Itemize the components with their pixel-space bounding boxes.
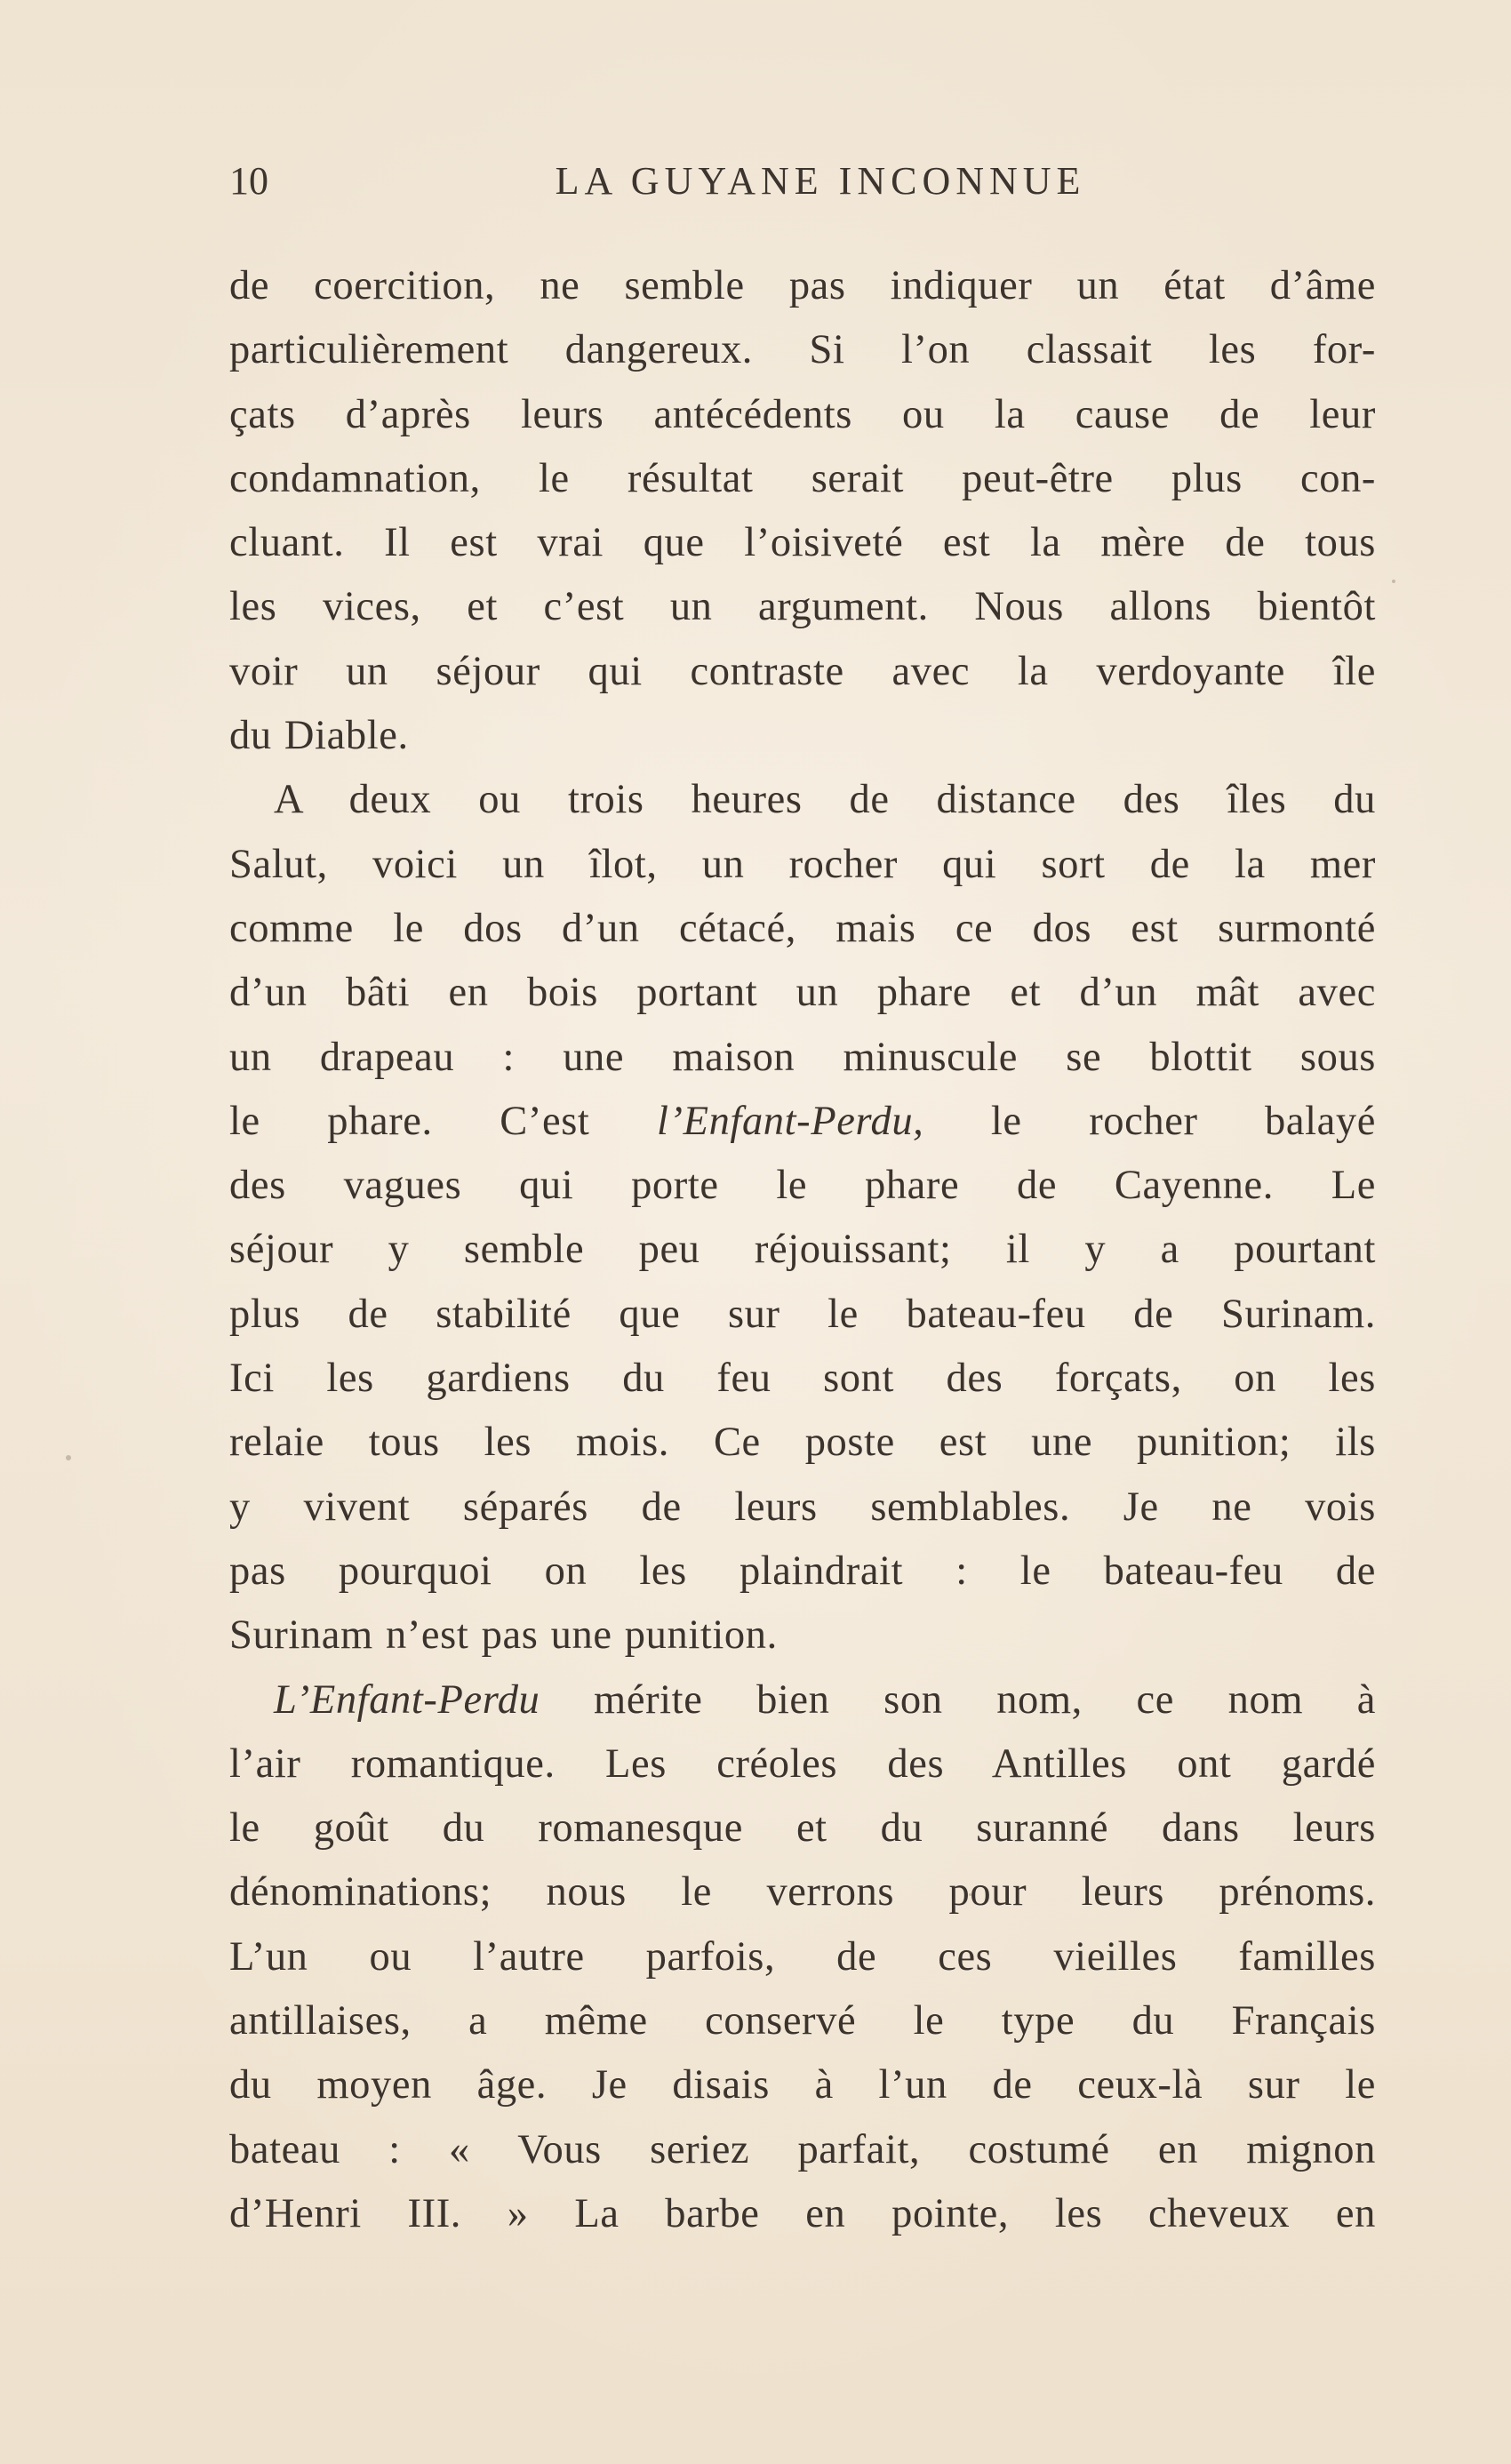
text-segment: un drapeau : une maison minuscule se blottit sous xyxy=(229,1034,1376,1080)
text-segment: Surinam n’est pas une punition. xyxy=(229,1612,778,1659)
body-text xyxy=(229,254,1376,2246)
text-line xyxy=(229,1154,1376,1218)
text-segment: mérite bien son nom, ce nom à xyxy=(540,1676,1376,1723)
text-segment: bateau : « Vous seriez parfait, costumé en mignon xyxy=(229,2126,1376,2172)
text-line xyxy=(229,640,1376,704)
text-segment: particulièrement dangereux. Si l’on classait les for- xyxy=(229,327,1376,373)
text-line xyxy=(229,961,1376,1025)
paper-speck xyxy=(66,1455,71,1460)
text-segment: L’un ou l’autre parfois, de ces vieilles familles xyxy=(229,1933,1376,1980)
text-segment: voir un séjour qui contraste avec la verdoyante île xyxy=(229,648,1376,694)
page-number: 10 xyxy=(229,159,268,203)
text-segment: le goût du romanesque et du suranné dans leurs xyxy=(229,1805,1376,1852)
text-segment: Salut, voici un îlot, un rocher qui sort de la mer xyxy=(229,841,1376,887)
text-line xyxy=(229,1218,1376,1282)
text-line xyxy=(229,511,1376,575)
text-line xyxy=(229,897,1376,961)
text-segment: de coercition, ne semble pas indiquer un état d’âme xyxy=(229,263,1376,308)
text-segment: d’un bâti en bois portant un phare et d’un mât avec xyxy=(229,970,1376,1016)
text-line xyxy=(229,1925,1376,1989)
text-segment: dénominations; nous le verrons pour leurs prénoms. xyxy=(229,1869,1376,1916)
text-line xyxy=(229,1732,1376,1796)
text-line xyxy=(229,1989,1376,2053)
text-segment: du Diable. xyxy=(229,713,409,759)
text-segment: le rocher balayé xyxy=(923,1098,1376,1144)
running-header xyxy=(229,158,1376,220)
text-line xyxy=(229,1026,1376,1090)
text-segment: d’Henri III. » La barbe en pointe, les cheveux en xyxy=(229,2190,1376,2236)
text-line xyxy=(229,254,1376,318)
text-line xyxy=(229,1411,1376,1475)
text-segment: relaie tous les mois. Ce poste est une punition; ils xyxy=(229,1420,1376,1466)
text-line xyxy=(229,2053,1376,2117)
text-segment: les vices, et c’est un argument. Nous allons bientôt xyxy=(229,584,1376,630)
italic-phrase: l’Enfant-Perdu, xyxy=(656,1098,924,1144)
text-line xyxy=(229,383,1376,447)
text-line xyxy=(229,1476,1376,1540)
text-segment: Ici les gardiens du feu sont des forçats, on les xyxy=(229,1356,1376,1402)
text-line xyxy=(229,1604,1376,1668)
text-line xyxy=(229,768,1376,832)
running-title: LA GUYANE INCONNUE xyxy=(555,159,1086,203)
text-segment: çats d’après leurs antécédents ou la cause de leur xyxy=(229,391,1376,437)
text-line xyxy=(229,1860,1376,1924)
paper-speck xyxy=(1392,580,1395,583)
paper-speck xyxy=(969,1893,971,1896)
text-line xyxy=(229,1347,1376,1411)
text-line xyxy=(229,833,1376,897)
text-line xyxy=(229,447,1376,511)
text-segment: comme le dos d’un cétacé, mais ce dos est surmonté xyxy=(229,905,1376,951)
text-line xyxy=(229,1668,1376,1732)
text-segment: pas pourquoi on les plaindrait : le bateau-feu de xyxy=(229,1548,1376,1594)
text-line xyxy=(229,575,1376,639)
text-line xyxy=(229,1090,1376,1154)
text-segment: des vagues qui porte le phare de Cayenne. Le xyxy=(229,1163,1376,1209)
text-segment: antillaises, a même conservé le type du Français xyxy=(229,1998,1376,2044)
italic-phrase: L’Enfant-Perdu xyxy=(274,1676,540,1723)
text-segment: séjour y semble peu réjouissant; il y a pourtant xyxy=(229,1227,1376,1273)
text-line xyxy=(229,1540,1376,1604)
text-segment: cluant. Il est vrai que l’oisiveté est la mère de tous xyxy=(229,520,1376,566)
text-line xyxy=(229,704,1376,768)
text-segment: A deux ou trois heures de distance des îles du xyxy=(274,777,1376,823)
text-segment: plus de stabilité que sur le bateau-feu de Surinam. xyxy=(229,1291,1376,1337)
text-line xyxy=(229,2182,1376,2246)
text-line xyxy=(229,1796,1376,1860)
text-segment: du moyen âge. Je disais à l’un de ceux-là sur le xyxy=(229,2062,1376,2108)
text-segment: le phare. C’est xyxy=(229,1098,657,1144)
text-line xyxy=(229,1283,1376,1347)
text-segment: l’air romantique. Les créoles des Antilles ont gardé xyxy=(229,1740,1376,1787)
text-segment: condamnation, le résultat serait peut-être plus con- xyxy=(229,455,1376,501)
text-line xyxy=(229,2118,1376,2182)
text-segment: y vivent séparés de leurs semblables. Je ne vois xyxy=(229,1484,1376,1530)
text-line xyxy=(229,318,1376,382)
